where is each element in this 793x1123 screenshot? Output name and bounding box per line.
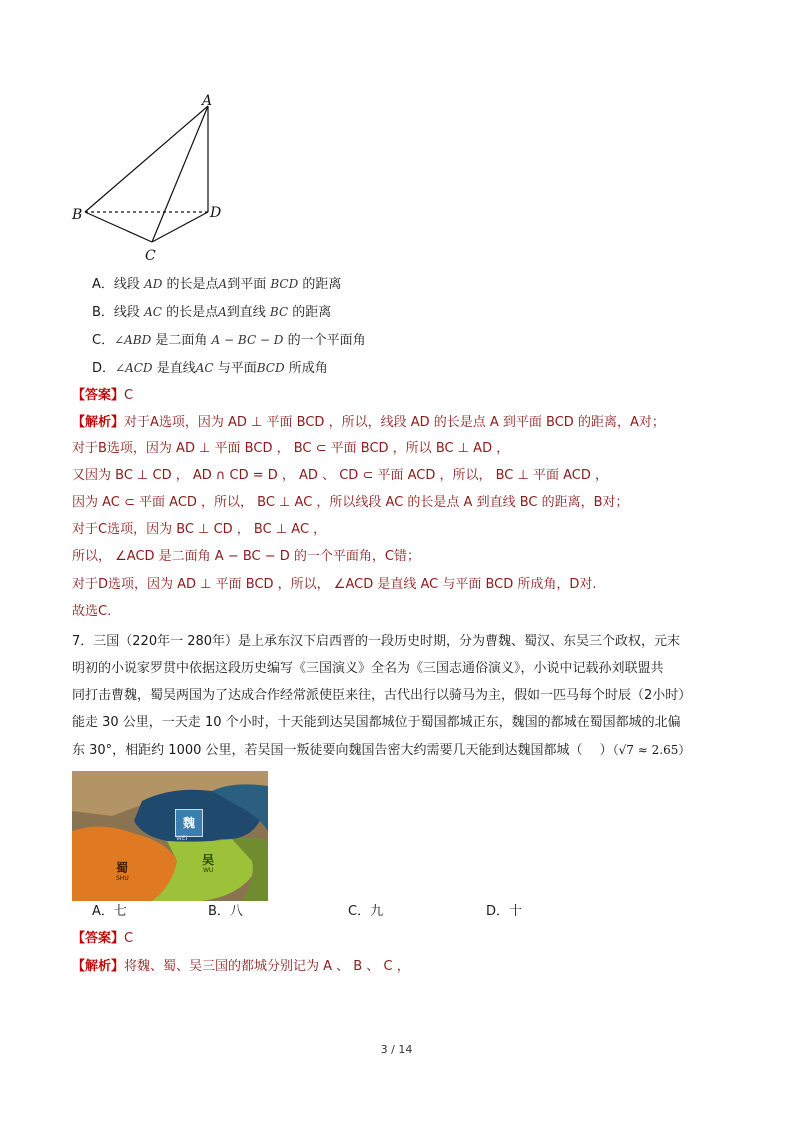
- q6-solution-line-2: 对于B选项，因为 AD ⊥ 平面 BCD ， BC ⊂ 平面 BCD ，所以 BC ⊥ AD ，: [72, 441, 510, 456]
- q6-option-a[interactable]: A．线段 AD 的长是点A到平面 BCD 的距离: [92, 277, 342, 292]
- q7-stem-line-1: 7．三国（220年一 280年）是上承东汉下启西晋的一段历史时期，分为曹魏、蜀汉、东吴三个政权，元末: [72, 634, 681, 649]
- q7-option-a[interactable]: A．七: [92, 904, 127, 919]
- sqrt-hint: （√7 ≈ 2.65）: [612, 743, 691, 757]
- wei-en-label: WEI: [176, 835, 188, 842]
- q7-option-c[interactable]: C．九: [348, 904, 384, 919]
- q6-solution-line-3: 又因为 BC ⊥ CD ， AD ∩ CD = D ， AD 、 CD ⊂ 平面 ACD ，所以， BC ⊥ 平面 ACD ，: [72, 468, 608, 483]
- edge-bc: [85, 212, 152, 242]
- q7-stem-line-4: 能走 30 公里，一天走 10 个小时，十天能到达吴国都城位于蜀国都城正东，魏国的都城在蜀国都城的北偏: [72, 715, 681, 730]
- q7-stem-line-2: 明初的小说家罗贯中依据这段历史编写《三国演义》全名为《三国志通俗演义》，小说中记载孙刘联盟共: [72, 661, 664, 676]
- q7-option-b[interactable]: B．八: [208, 904, 243, 919]
- three-kingdoms-map: [72, 771, 268, 901]
- q6-solution-line-7: 对于D选项，因为 AD ⊥ 平面 BCD ，所以， ∠ACD 是直线 AC 与平面 BCD 所成角，D对.: [72, 577, 597, 592]
- shu-label: 蜀: [116, 861, 129, 875]
- q6-solution-line-6: 所以， ∠ACD 是二面角 A − BC − D 的一个平面角，C错；: [72, 549, 420, 564]
- wu-en-label: WU: [203, 867, 214, 874]
- q7-solution-line-1: 【解析】将魏、蜀、吴三国的都城分别记为 A 、 B 、 C ，: [72, 959, 410, 974]
- label-a: A: [202, 93, 213, 109]
- q7-stem-line-5: 东 30°，相距约 1000 公里，若吴国一叛徒要向魏国告密大约需要几天能到达魏国都城（ ）（√7 ≈ 2.65）: [72, 743, 691, 758]
- edge-cd: [152, 212, 208, 242]
- q7-stem-line-3: 同打击曹魏，蜀吴两国为了达成合作经常派使臣来往，古代出行以骑马为主，假如一匹马每个时辰（2小时）: [72, 688, 692, 703]
- q6-solution-line-8: 故选C.: [72, 604, 112, 619]
- page-number: 3 / 14: [380, 1043, 413, 1056]
- q6-solution-line-1: 【解析】对于A选项，因为 AD ⊥ 平面 BCD ，所以，线段 AD 的长是点 A 到平面 BCD 的距离，A对；: [72, 415, 665, 430]
- q6-option-b[interactable]: B．线段 AC 的长是点A到直线 BC 的距离: [92, 305, 332, 320]
- wei-label: 魏: [175, 809, 203, 837]
- edge-ac: [152, 106, 208, 242]
- shu-en-label: SHU: [116, 875, 129, 882]
- q7-option-d[interactable]: D．十: [486, 904, 523, 919]
- q7-answer: 【答案】C: [72, 931, 134, 946]
- edge-ab: [85, 106, 208, 212]
- q6-solution-line-4: 因为 AC ⊂ 平面 ACD ，所以， BC ⊥ AC ，所以线段 AC 的长是点 A 到直线 BC 的距离，B对；: [72, 495, 629, 510]
- label-d: D: [210, 205, 222, 221]
- label-c: C: [145, 248, 156, 264]
- q6-solution-line-5: 对于C选项，因为 BC ⊥ CD ， BC ⊥ AC ，: [72, 522, 327, 537]
- tetrahedron-figure: [60, 92, 240, 272]
- q6-option-d[interactable]: D．∠ACD 是直线AC 与平面BCD 所成角: [92, 361, 328, 376]
- q6-option-c[interactable]: C．∠ABD 是二面角 A − BC − D 的一个平面角: [92, 333, 366, 348]
- q6-answer: 【答案】C: [72, 388, 134, 403]
- wu-label: 吴: [202, 853, 215, 867]
- label-b: B: [72, 207, 83, 223]
